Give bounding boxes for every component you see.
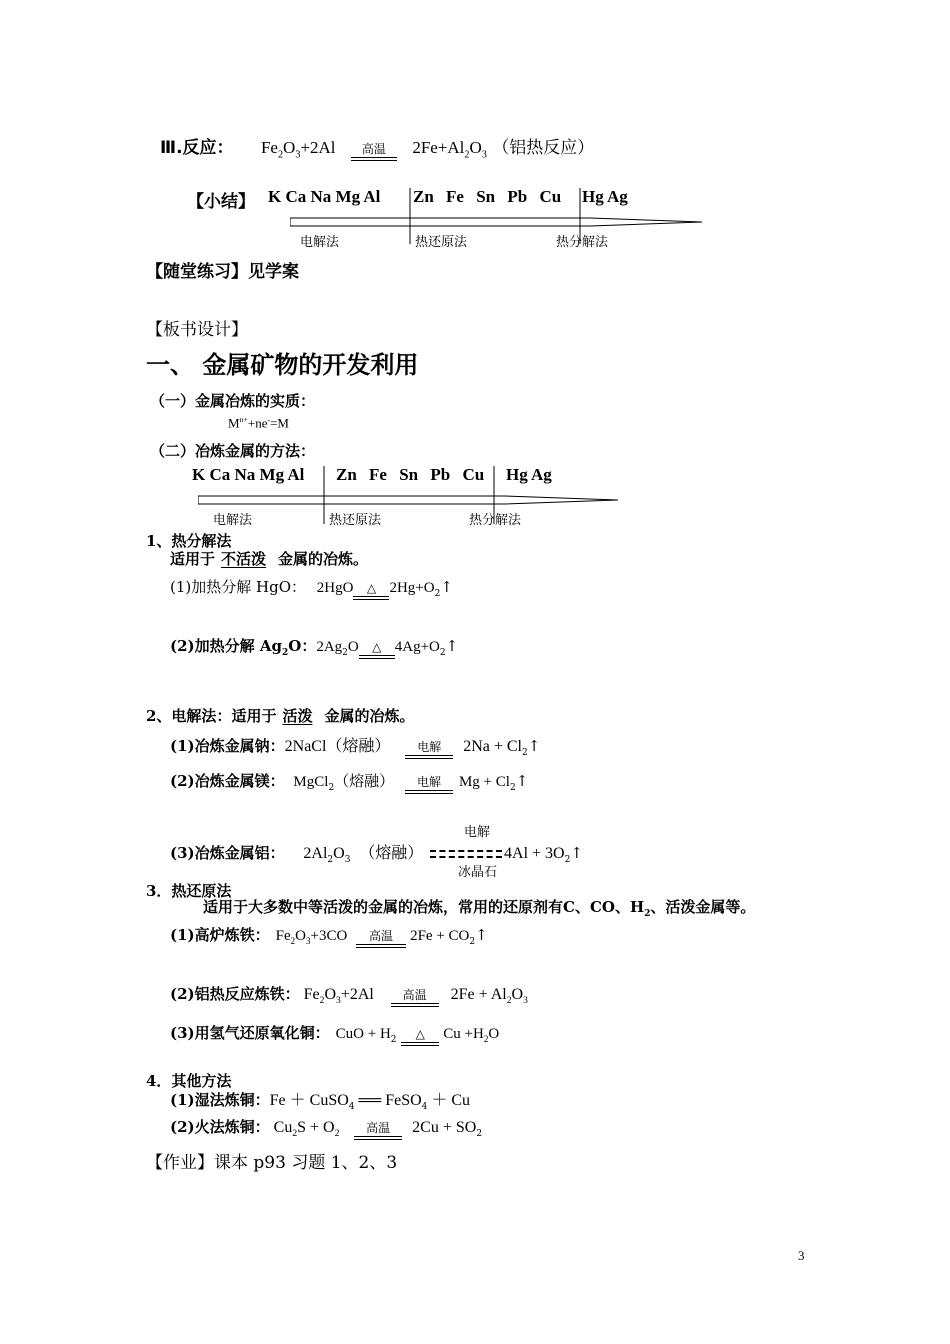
- method-1-title: 1、热分解法: [146, 532, 232, 550]
- method-3-title: 3．热还原法: [146, 882, 232, 900]
- summary-label: 【小结】: [187, 192, 255, 212]
- reaction-3-label: Ⅲ.反应：: [160, 138, 234, 158]
- summary-metals-1: K Ca Na Mg Al: [268, 187, 381, 206]
- method-1-item-2: (2)加热分解 $Ag_2O$：$2Ag_2O$ △ $4Ag+O_2↑$: [170, 637, 459, 658]
- method-3-usage: 适用于大多数中等活泼的金属的冶炼，常用的还原剂有C、CO、$H_2$、活泼金属等。: [203, 898, 756, 919]
- summary-arrow: [290, 188, 710, 248]
- reaction-3-right: $2Fe+Al_2O_3$: [412, 138, 487, 161]
- series-arrow: [198, 466, 628, 526]
- subsection-2-title: （二）冶炼金属的方法：: [150, 442, 316, 460]
- method-2-item-3: (3)冶炼金属铝： $2Al_2O_3$ （熔融） $4Al + 3O_2↑$: [170, 843, 583, 865]
- summary-metals-3: Hg Ag: [582, 187, 628, 206]
- reaction-3-line: [160, 133, 594, 161]
- summary-method-2: 热还原法: [415, 235, 468, 250]
- series-method-1: 电解法: [213, 513, 253, 528]
- reaction-3-left: $Fe_2O_3+2Al$: [260, 138, 336, 161]
- method-2-item-3-cond-bottom: 冰晶石: [458, 865, 498, 880]
- method-3-item-1: (1)高炉炼铁： $Fe_2O_3+3CO$ 高温 $2Fe + CO_2↑$: [170, 926, 488, 947]
- reaction-3-condition: 高温: [351, 143, 397, 161]
- practice-note: 【随堂练习】见学案: [146, 262, 299, 282]
- method-2-item-1: (1)冶炼金属钠：2NaCl（熔融） 电解 $2Na + Cl_2↑$: [170, 737, 541, 758]
- method-2-item-2: (2)冶炼金属镁： MgCl$_2$（熔融） 电解 $Mg + Cl_2↑$: [170, 772, 529, 793]
- reaction-3-note: （铝热反应）: [492, 138, 595, 158]
- method-3-item-3: (3)用氢气还原氧化铜： CuO + $H_2$ △ $Cu +H_2O$: [170, 1024, 500, 1045]
- method-2-title: 2、电解法：适用于 活泼 金属的冶炼。: [146, 707, 415, 725]
- series-method-3: 热分解法: [469, 513, 522, 528]
- essence-formula: $M^{n+}+ne^-=M$: [228, 415, 289, 431]
- summary-metals-2: Zn Fe Sn Pb Cu: [413, 187, 562, 206]
- method-1-usage: 适用于 不活泼 金属的冶炼。: [170, 550, 369, 568]
- method-3-item-2: (2)铝热反应炼铁： $Fe_2O_3+2Al$ 高温 $2Fe + Al_2O_3$: [170, 985, 528, 1007]
- method-4-item-1: (1)湿法炼铜：Fe ＋ CuSO$_4$ ══ FeSO$_4$ ＋ Cu: [170, 1091, 471, 1112]
- method-2-item-3-cond-top: 电解: [464, 825, 491, 840]
- series-metals-3: Hg Ag: [506, 465, 552, 484]
- method-4-title: 4．其他方法: [146, 1072, 232, 1090]
- series-metals-2: Zn Fe Sn Pb Cu: [336, 465, 485, 484]
- subsection-1-title: （一）金属冶炼的实质：: [150, 392, 316, 410]
- homework-note: 【作业】课本 p93 习题 1、2、3: [146, 1153, 398, 1173]
- board-design-label: 【板书设计】: [146, 320, 248, 340]
- summary-method-1: 电解法: [300, 235, 340, 250]
- summary-method-3: 热分解法: [556, 235, 609, 250]
- method-4-item-2: (2)火法炼铜： $Cu_2S + O_2$ 高温 $2Cu + SO_2$: [170, 1118, 483, 1140]
- section-heading: 一、 金属矿物的开发利用: [146, 350, 419, 379]
- method-1-item-1: (1)加热分解 HgO： 2HgO △ $2Hg+O_2↑$: [170, 578, 453, 599]
- series-metals-1: K Ca Na Mg Al: [192, 465, 305, 484]
- page-number: 3: [798, 1248, 805, 1263]
- series-method-2: 热还原法: [329, 513, 382, 528]
